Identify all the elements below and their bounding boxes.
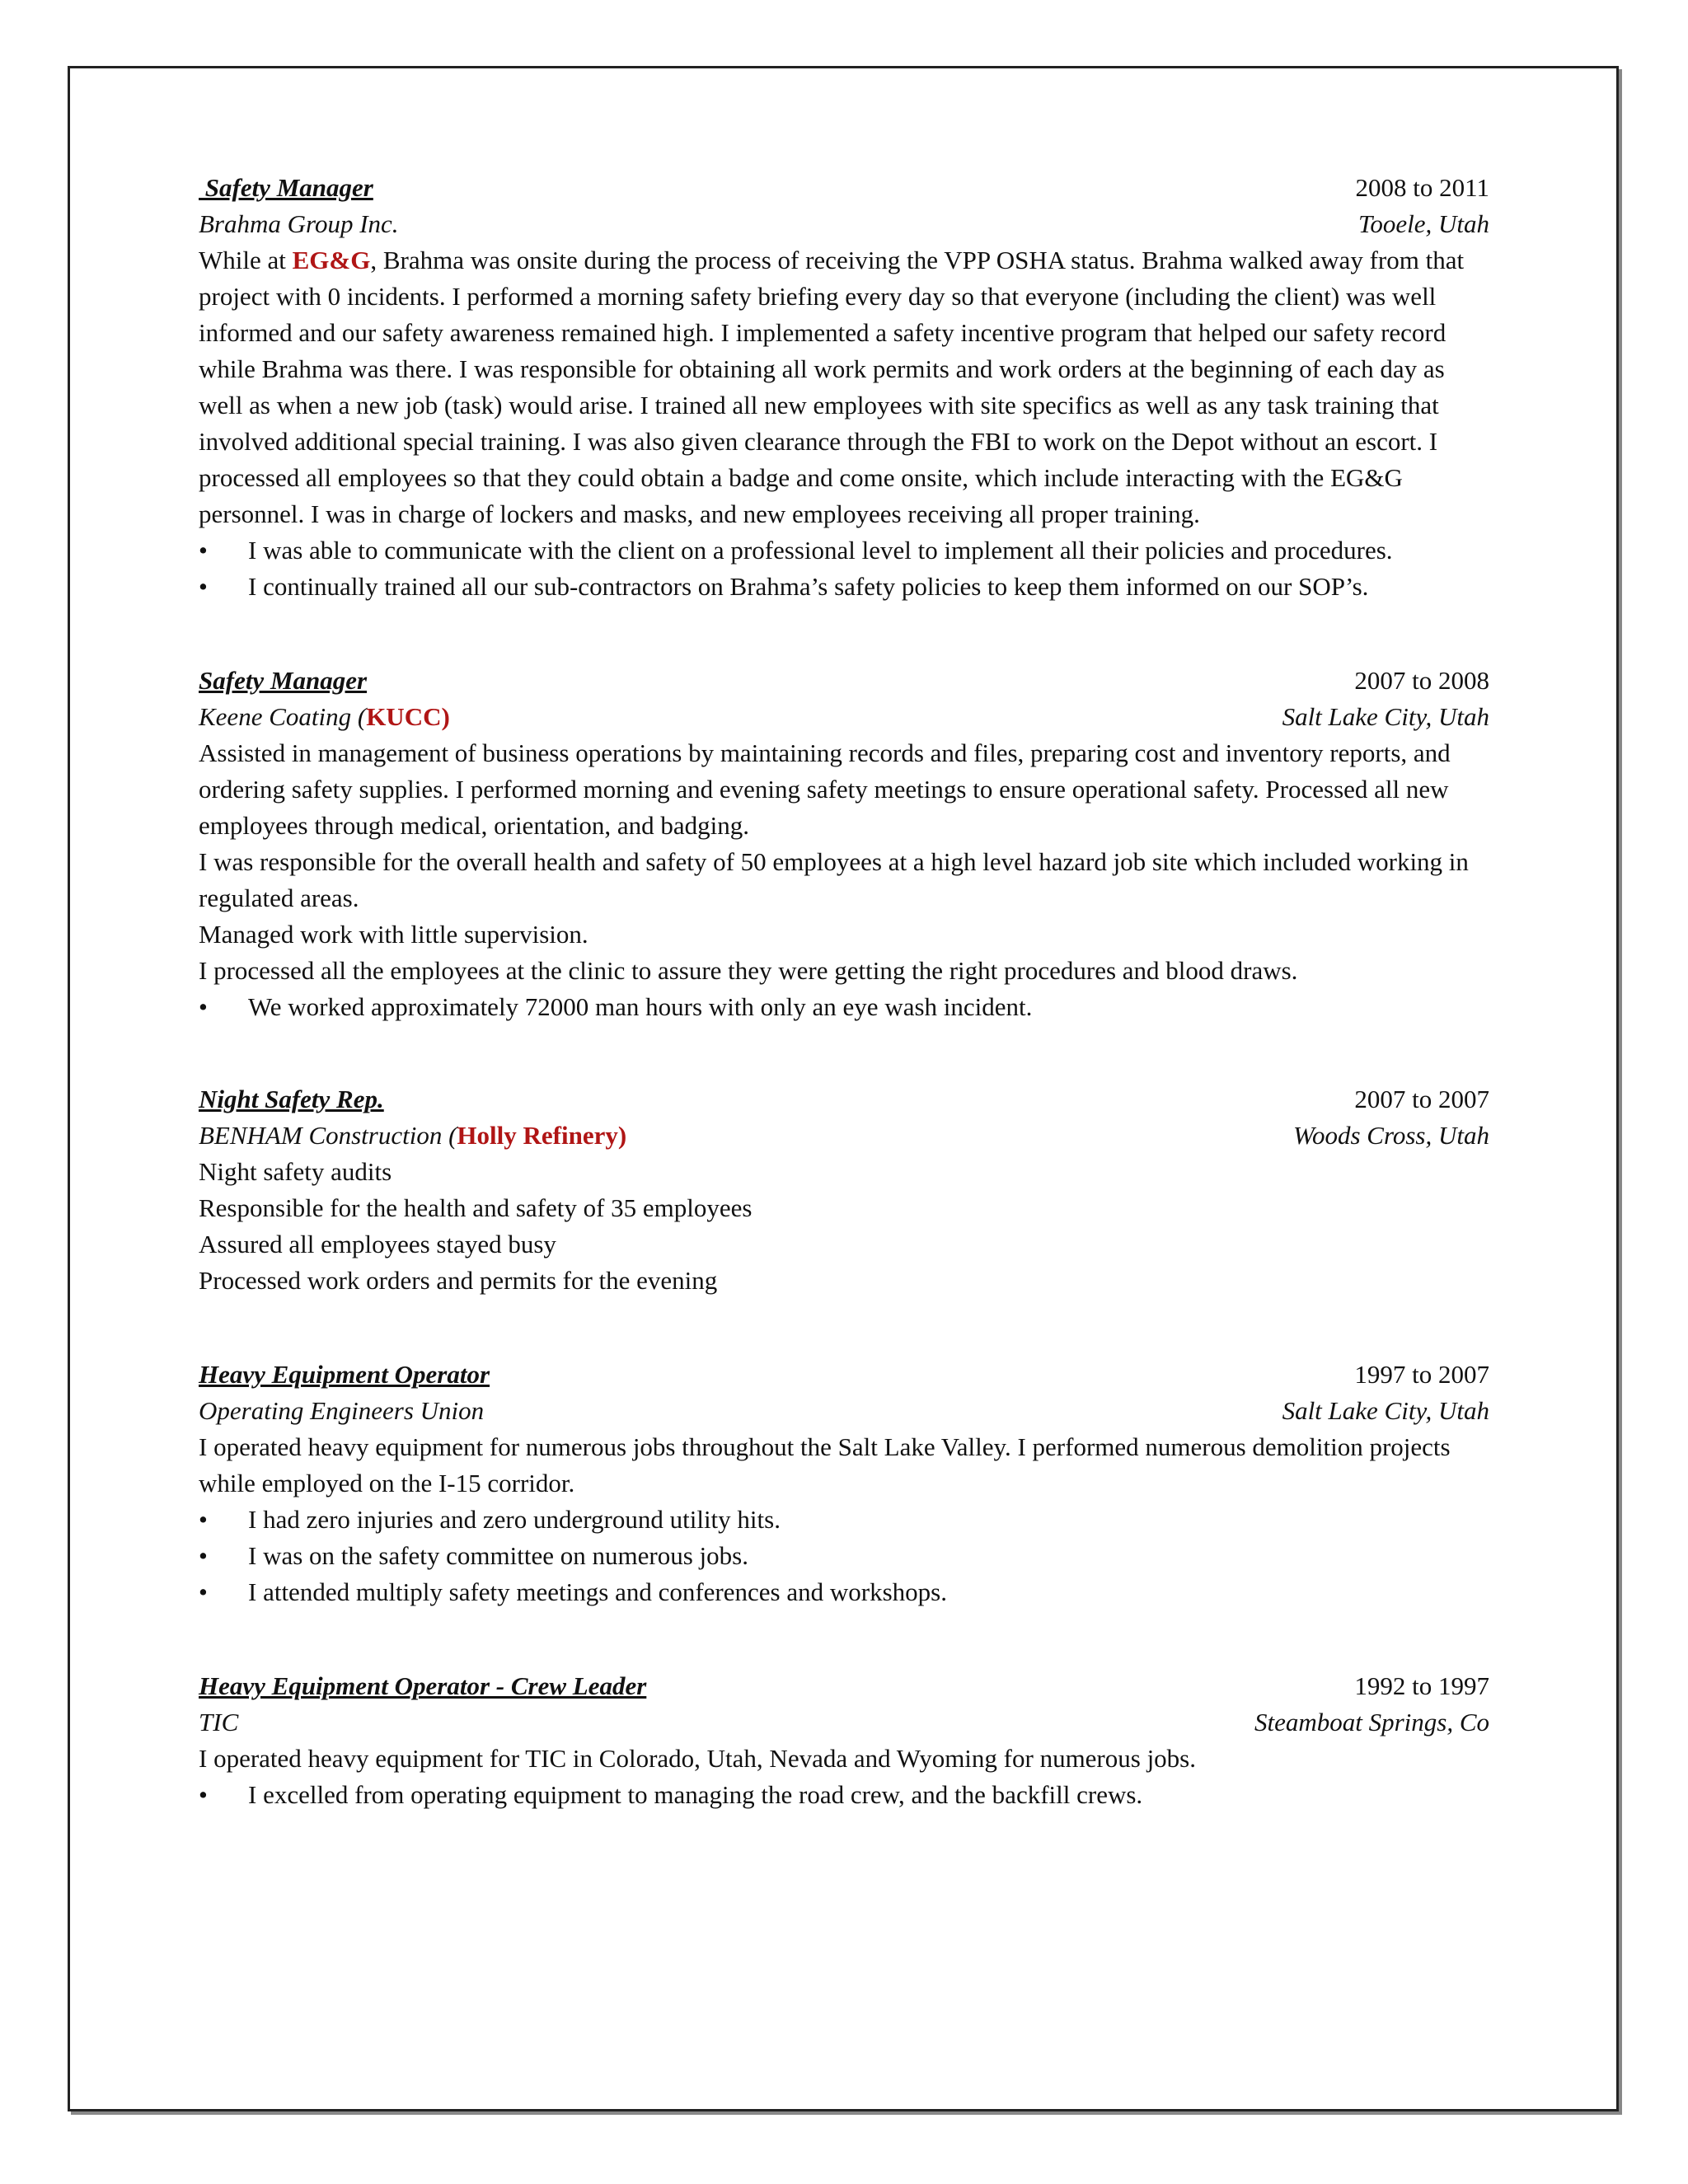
- job-header: [199, 1357, 1489, 1393]
- job-dates: 2007 to 2007: [1354, 1085, 1489, 1113]
- job-header: [199, 1081, 1489, 1118]
- job-title: Safety Manager: [199, 666, 368, 695]
- job-description-line: I processed all the employees at the clinic to assure they were getting the right procedures and blood draws.: [199, 956, 1298, 985]
- job-description-line: I was responsible for the overall health and safety of 50 employees at a high level hazard job site which included working in regulated areas.: [199, 847, 1469, 912]
- company-name: [199, 1118, 626, 1154]
- job-dates: 2007 to 2008: [1354, 666, 1489, 695]
- job-subheader: [199, 1704, 1489, 1741]
- job-description-line: I operated heavy equipment for numerous jobs throughout the Salt Lake Valley. I performed numerous demolition projects while employed on the I-15 corridor.: [199, 1432, 1451, 1497]
- job-title: Heavy Equipment Operator: [199, 1360, 490, 1389]
- job-subheader: [199, 1393, 1489, 1429]
- job-location: Tooele, Utah: [1357, 209, 1489, 238]
- company-text: Keene Coating (: [199, 702, 367, 731]
- company-text: BENHAM Construction (: [199, 1121, 457, 1150]
- job-location: Woods Cross, Utah: [1292, 1121, 1489, 1150]
- job-location: Salt Lake City, Utah: [1282, 702, 1489, 731]
- bullet-item: • I attended multiply safety meetings and conferences and workshops.: [199, 1574, 1489, 1610]
- job-subheader: [199, 206, 1489, 242]
- job-dates: 1997 to 2007: [1354, 1360, 1489, 1389]
- job-title: Night Safety Rep.: [199, 1085, 384, 1113]
- description-text: , Brahma was onsite during the process of receiving the VPP OSHA status. Brahma walked away from that project with 0 incidents. I performed a morning safety briefing every day so that everyone (including the client) was well informed and our safety awareness remained high. I implemented a safety incentive program that helped our safety record while Brahma was there. I was responsible for obtaining all work permits and work orders at the beginning of each day as well as when a new job (task) would arise. I trained all new employees with site specifics as well as any task training that involved additional special training. I was also given clearance through the FBI to work on the Depot without an escort. I processed all employees so that they could obtain a badge and come onsite, which include interacting with the EG&G personnel. I was in charge of lockers and masks, and new employees receiving all proper training.: [199, 246, 1465, 528]
- resume-content: [199, 170, 1489, 1813]
- job-description-line: Managed work with little supervision.: [199, 920, 588, 949]
- job-header: [199, 170, 1489, 206]
- job-description-line: Assisted in management of business operations by maintaining records and files, preparing cost and inventory reports, and ordering safety supplies. I performed morning and evening safety meetings to ensure operational safety. Processed all new employees through medical, orientation, and badging.: [199, 738, 1451, 840]
- bullet-item: • I had zero injuries and zero underground utility hits.: [199, 1502, 1489, 1538]
- job-entry-keene: [199, 663, 1489, 1025]
- job-description-line: Responsible for the health and safety of 35 employees: [199, 1193, 753, 1222]
- job-entry-tic: [199, 1668, 1489, 1813]
- job-location: Steamboat Springs, Co: [1254, 1708, 1489, 1736]
- job-title: Safety Manager: [199, 173, 373, 202]
- bullet-item: • I continually trained all our sub-contractors on Brahma’s safety policies to keep them informed on our SOP’s.: [199, 569, 1489, 605]
- bullet-item: • I excelled from operating equipment to managing the road crew, and the backfill crews.: [199, 1777, 1489, 1813]
- job-description-line: Night safety audits: [199, 1157, 392, 1186]
- job-title: Heavy Equipment Operator - Crew Leader: [199, 1671, 647, 1700]
- company-name: [199, 699, 450, 735]
- job-entry-brahma: [199, 170, 1489, 605]
- job-location: Salt Lake City, Utah: [1282, 1396, 1489, 1425]
- client-highlight: KUCC): [366, 702, 450, 731]
- company-name: TIC: [199, 1708, 239, 1736]
- job-bullets: [199, 989, 1489, 1025]
- job-header: [199, 1668, 1489, 1704]
- job-dates: 2008 to 2011: [1355, 173, 1489, 202]
- job-bullets: [199, 1502, 1489, 1610]
- job-entry-benham: [199, 1081, 1489, 1299]
- job-description-line: Assured all employees stayed busy: [199, 1230, 556, 1258]
- job-entry-operating-engineers: [199, 1357, 1489, 1610]
- job-description-line: Processed work orders and permits for the evening: [199, 1266, 718, 1295]
- client-highlight: EG&G: [292, 246, 371, 274]
- job-bullets: [199, 532, 1489, 605]
- job-header: [199, 663, 1489, 699]
- job-subheader: [199, 699, 1489, 735]
- bullet-item: • I was able to communicate with the client on a professional level to implement all their policies and procedures.: [199, 532, 1489, 569]
- description-prefix: While at: [199, 246, 293, 274]
- job-description-line: I operated heavy equipment for TIC in Colorado, Utah, Nevada and Wyoming for numerous jobs.: [199, 1744, 1196, 1773]
- job-subheader: [199, 1118, 1489, 1154]
- job-bullets: [199, 1777, 1489, 1813]
- job-description: [199, 242, 1489, 532]
- company-name: Brahma Group Inc.: [199, 209, 399, 238]
- job-dates: 1992 to 1997: [1354, 1671, 1489, 1700]
- bullet-item: • I was on the safety committee on numerous jobs.: [199, 1538, 1489, 1574]
- company-name: Operating Engineers Union: [199, 1396, 485, 1425]
- client-highlight: Holly Refinery): [457, 1121, 627, 1150]
- bullet-item: • We worked approximately 72000 man hours with only an eye wash incident.: [199, 989, 1489, 1025]
